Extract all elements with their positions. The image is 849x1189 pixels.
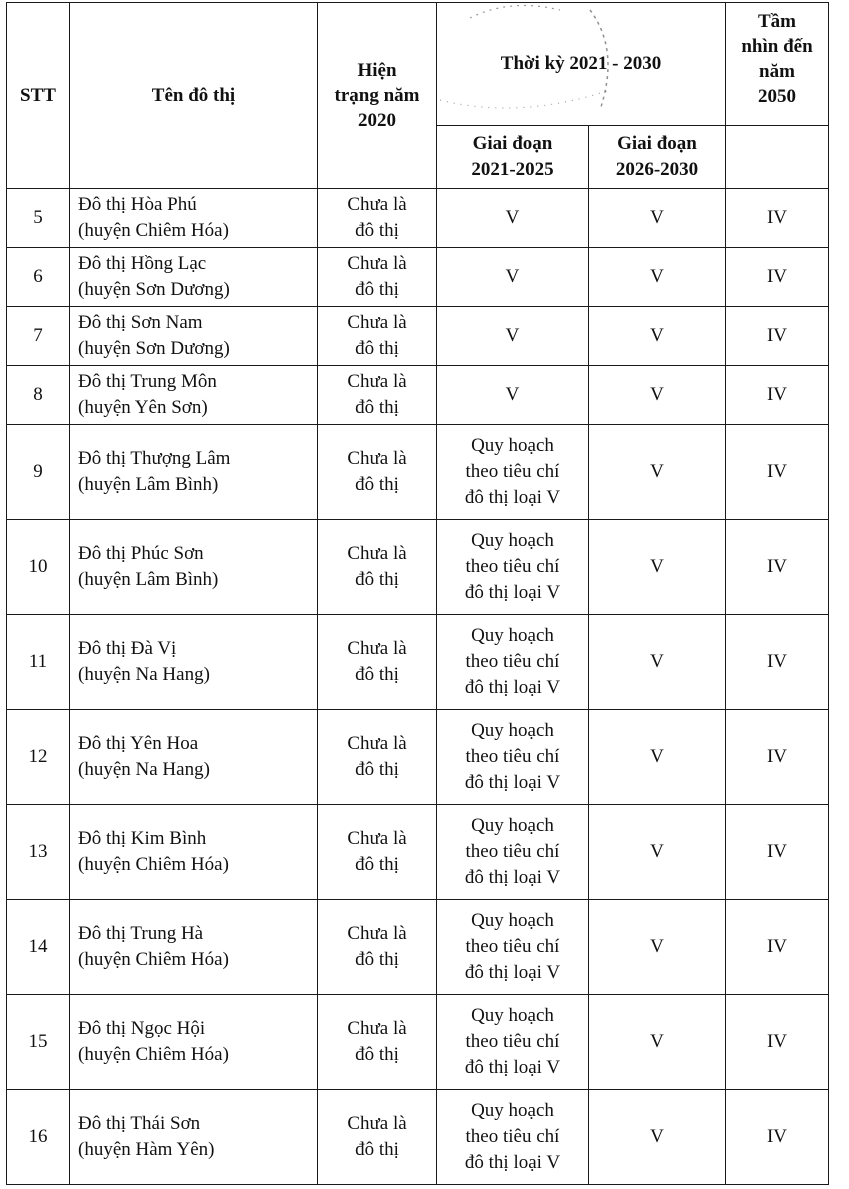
row-phase-2: V	[589, 307, 726, 366]
row-name: Đô thị Đà Vị (huyện Na Hang)	[70, 615, 318, 710]
row-vision: IV	[726, 307, 829, 366]
row-name: Đô thị Hòa Phú (huyện Chiêm Hóa)	[70, 189, 318, 248]
row-name: Đô thị Trung Hà (huyện Chiêm Hóa)	[70, 900, 318, 995]
row-name: Đô thị Trung Môn (huyện Yên Sơn)	[70, 366, 318, 425]
row-phase-1: V	[437, 248, 589, 307]
row-phase-2: V	[589, 995, 726, 1090]
row-phase-2: V	[589, 425, 726, 520]
row-phase-2: V	[589, 366, 726, 425]
row-vision: IV	[726, 425, 829, 520]
row-current: Chưa là đô thị	[318, 189, 437, 248]
row-name: Đô thị Yên Hoa (huyện Na Hang)	[70, 710, 318, 805]
row-stt: 12	[7, 710, 70, 805]
row-name: Đô thị Ngọc Hội (huyện Chiêm Hóa)	[70, 995, 318, 1090]
table-row	[7, 710, 829, 805]
row-vision: IV	[726, 520, 829, 615]
table-row	[7, 615, 829, 710]
header-vision-empty	[726, 126, 829, 189]
row-vision: IV	[726, 366, 829, 425]
row-stt: 10	[7, 520, 70, 615]
row-phase-2: V	[589, 189, 726, 248]
row-current: Chưa là đô thị	[318, 425, 437, 520]
table-row	[7, 425, 829, 520]
row-phase-1: Quy hoạch theo tiêu chí đô thị loại V	[437, 995, 589, 1090]
header-phase-1: Giai đoạn 2021-2025	[437, 126, 589, 189]
row-vision: IV	[726, 615, 829, 710]
row-phase-2: V	[589, 900, 726, 995]
row-phase-1: Quy hoạch theo tiêu chí đô thị loại V	[437, 615, 589, 710]
row-current: Chưa là đô thị	[318, 307, 437, 366]
table-row	[7, 366, 829, 425]
row-name: Đô thị Kim Bình (huyện Chiêm Hóa)	[70, 805, 318, 900]
row-phase-1: Quy hoạch theo tiêu chí đô thị loại V	[437, 1090, 589, 1185]
row-phase-1: Quy hoạch theo tiêu chí đô thị loại V	[437, 710, 589, 805]
row-current: Chưa là đô thị	[318, 805, 437, 900]
row-stt: 11	[7, 615, 70, 710]
row-current: Chưa là đô thị	[318, 520, 437, 615]
table-row	[7, 900, 829, 995]
row-vision: IV	[726, 248, 829, 307]
row-phase-1: V	[437, 366, 589, 425]
row-phase-2: V	[589, 248, 726, 307]
row-name: Đô thị Thái Sơn (huyện Hàm Yên)	[70, 1090, 318, 1185]
table-row	[7, 1090, 829, 1185]
row-stt: 13	[7, 805, 70, 900]
row-phase-1: Quy hoạch theo tiêu chí đô thị loại V	[437, 900, 589, 995]
header-current: Hiện trạng năm 2020	[318, 3, 437, 189]
row-vision: IV	[726, 805, 829, 900]
row-stt: 14	[7, 900, 70, 995]
row-current: Chưa là đô thị	[318, 710, 437, 805]
row-name: Đô thị Hồng Lạc (huyện Sơn Dương)	[70, 248, 318, 307]
row-name: Đô thị Thượng Lâm (huyện Lâm Bình)	[70, 425, 318, 520]
row-stt: 9	[7, 425, 70, 520]
header-name: Tên đô thị	[70, 3, 318, 189]
row-phase-2: V	[589, 615, 726, 710]
table-row	[7, 189, 829, 248]
row-stt: 7	[7, 307, 70, 366]
row-current: Chưa là đô thị	[318, 366, 437, 425]
header-phase-2: Giai đoạn 2026-2030	[589, 126, 726, 189]
row-phase-2: V	[589, 520, 726, 615]
table-body	[7, 189, 829, 1185]
header-stt: STT	[7, 3, 70, 189]
table-row	[7, 520, 829, 615]
row-phase-2: V	[589, 710, 726, 805]
row-name: Đô thị Phúc Sơn (huyện Lâm Bình)	[70, 520, 318, 615]
row-vision: IV	[726, 710, 829, 805]
row-stt: 6	[7, 248, 70, 307]
row-phase-1: V	[437, 307, 589, 366]
table-row	[7, 995, 829, 1090]
row-phase-1: Quy hoạch theo tiêu chí đô thị loại V	[437, 805, 589, 900]
table-row	[7, 307, 829, 366]
row-current: Chưa là đô thị	[318, 900, 437, 995]
row-name: Đô thị Sơn Nam (huyện Sơn Dương)	[70, 307, 318, 366]
row-vision: IV	[726, 1090, 829, 1185]
row-stt: 5	[7, 189, 70, 248]
header-period: Thời kỳ 2021 - 2030	[437, 3, 726, 126]
row-vision: IV	[726, 995, 829, 1090]
row-stt: 16	[7, 1090, 70, 1185]
row-stt: 15	[7, 995, 70, 1090]
header-vision: Tầm nhìn đến năm 2050	[726, 3, 829, 126]
row-phase-2: V	[589, 805, 726, 900]
row-current: Chưa là đô thị	[318, 615, 437, 710]
table-row	[7, 805, 829, 900]
row-phase-2: V	[589, 1090, 726, 1185]
row-current: Chưa là đô thị	[318, 1090, 437, 1185]
urban-classification-table	[6, 2, 829, 1185]
row-vision: IV	[726, 189, 829, 248]
row-vision: IV	[726, 900, 829, 995]
row-stt: 8	[7, 366, 70, 425]
row-current: Chưa là đô thị	[318, 248, 437, 307]
row-phase-1: Quy hoạch theo tiêu chí đô thị loại V	[437, 425, 589, 520]
row-current: Chưa là đô thị	[318, 995, 437, 1090]
row-phase-1: Quy hoạch theo tiêu chí đô thị loại V	[437, 520, 589, 615]
table-row	[7, 248, 829, 307]
row-phase-1: V	[437, 189, 589, 248]
